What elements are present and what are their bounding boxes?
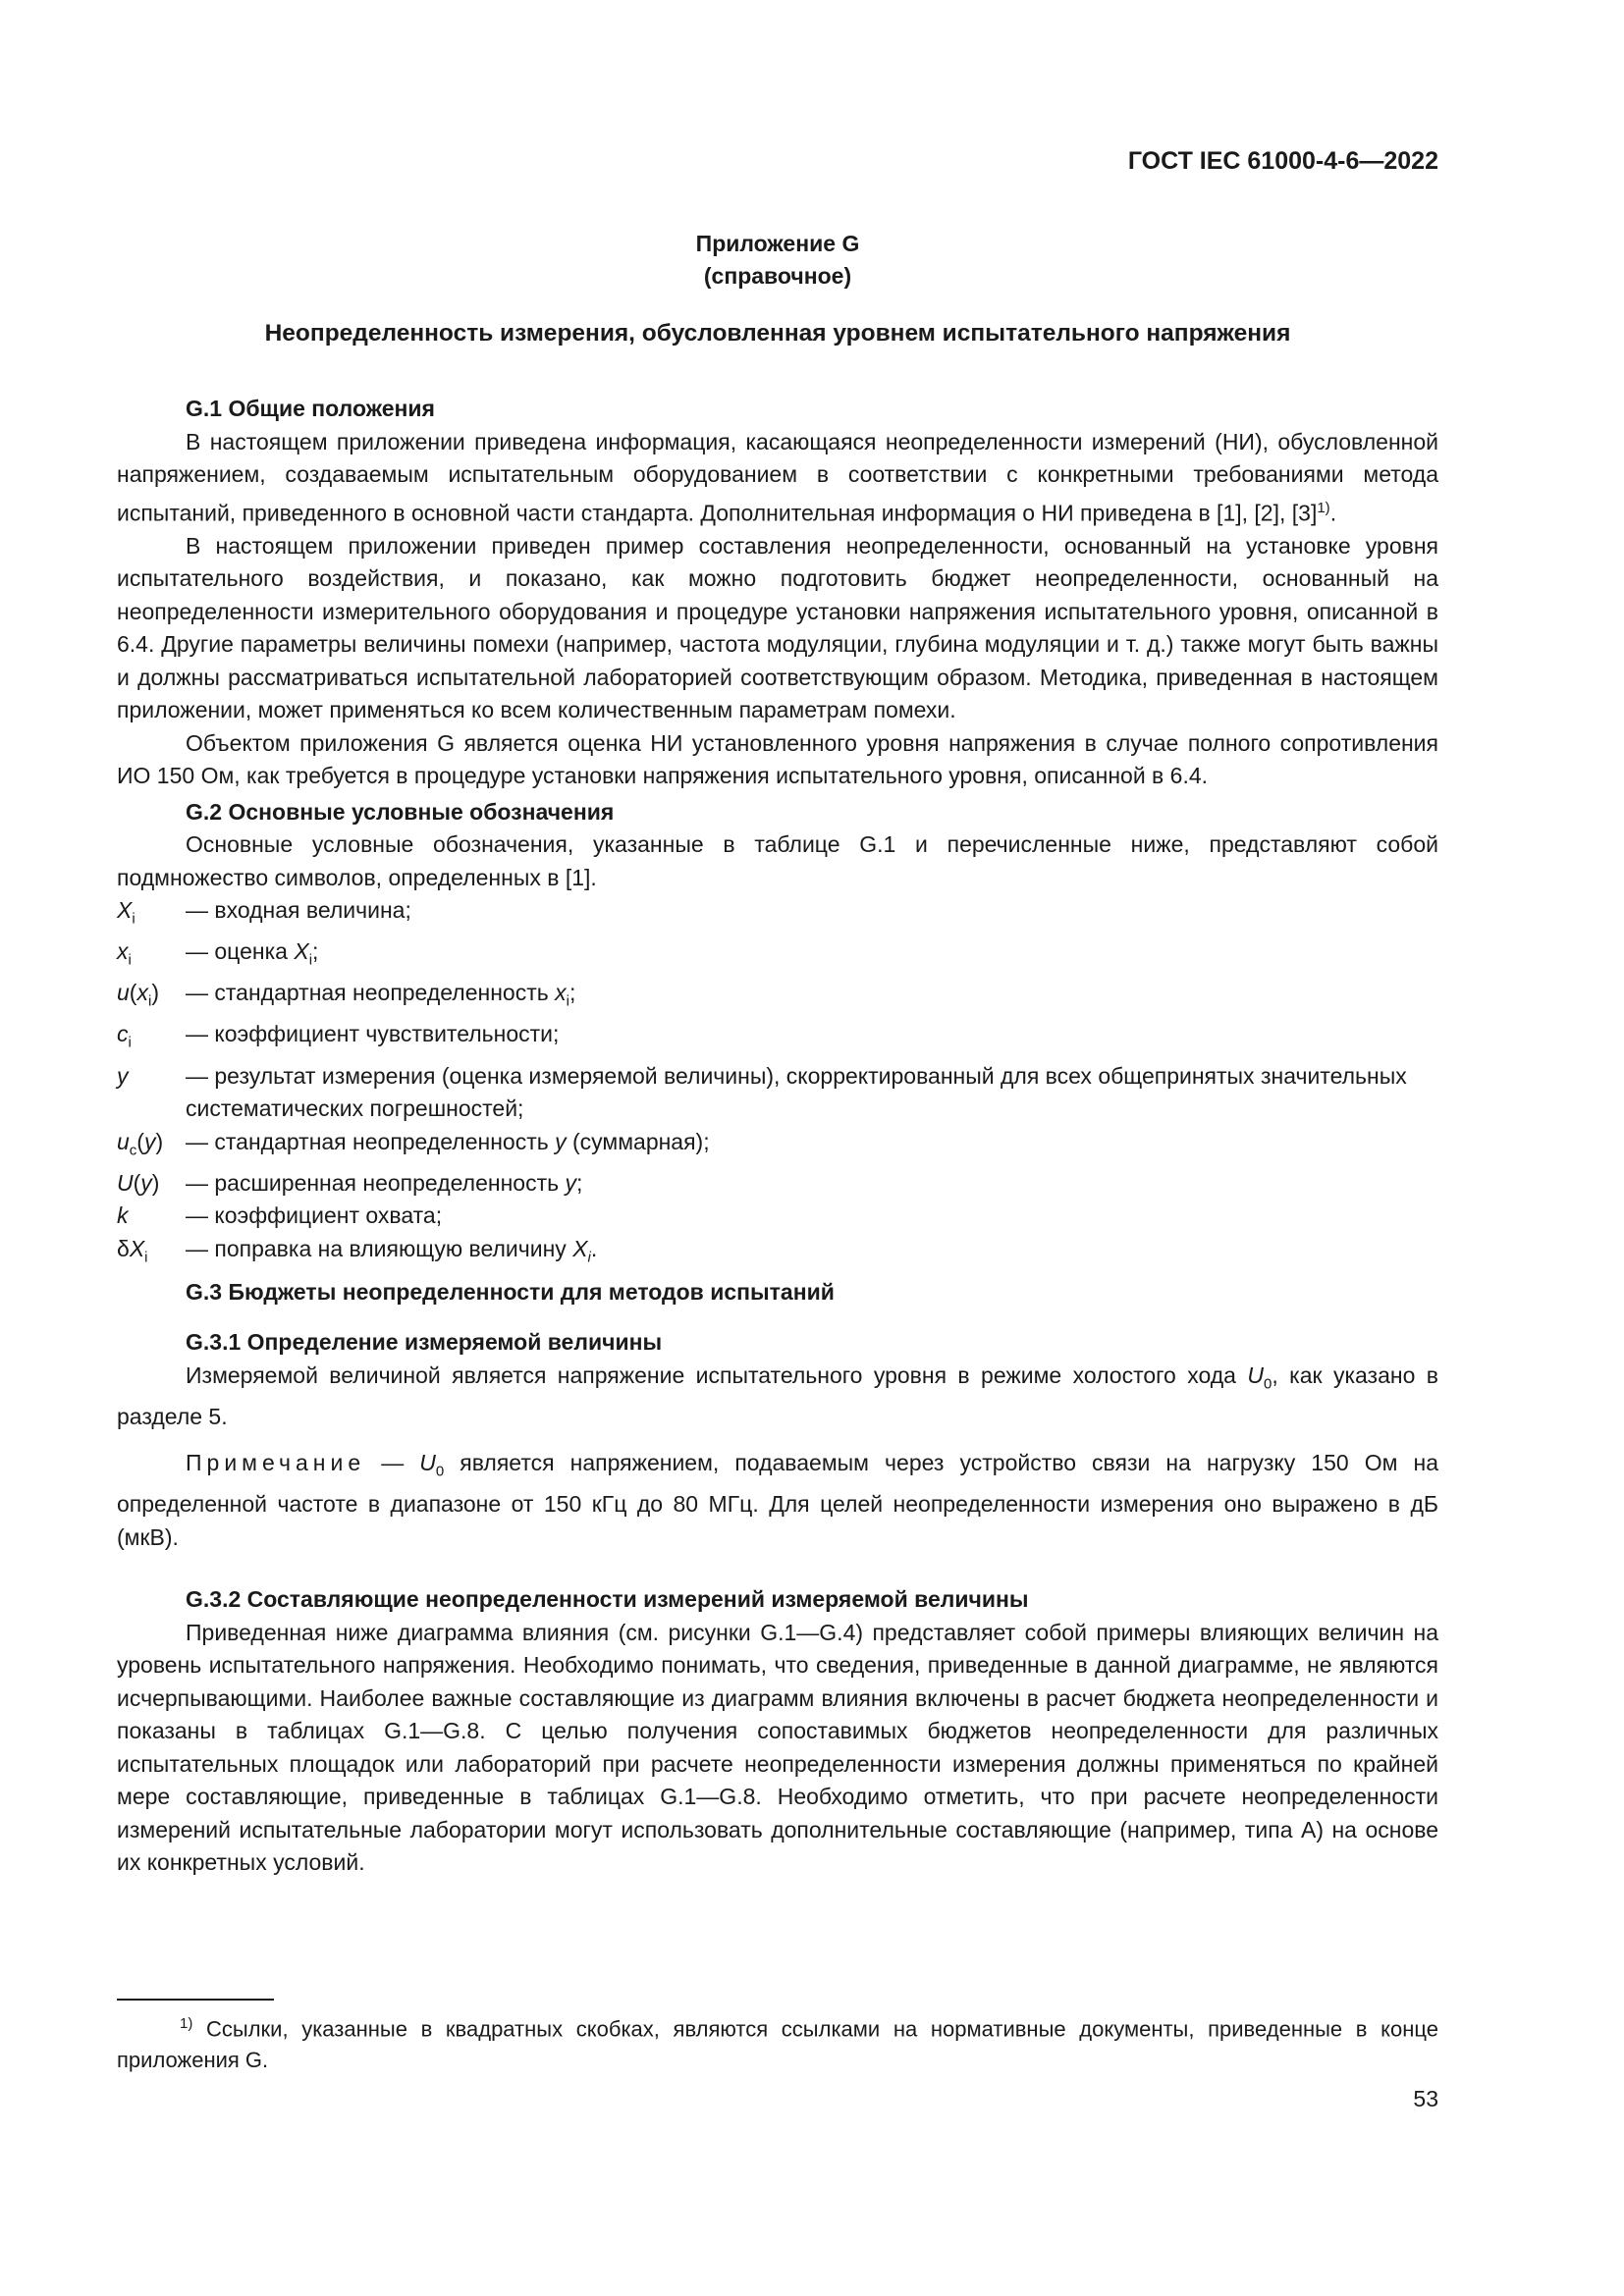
- text: .: [1329, 500, 1337, 526]
- paragraph-g3-1: Измеряемой величиной является напряжение испытательного уровня в режиме холостого хода $U_0$, как указано в разделе 5.: [117, 1362, 1438, 1429]
- symbol-item: [117, 1167, 1438, 1201]
- symbol-description: — входная величина;: [186, 897, 411, 924]
- symbol-description: — стандартная неопределенность $x_i$;: [186, 980, 576, 1010]
- symbol-item: [117, 1018, 1438, 1059]
- symbol: $X_i$: [117, 897, 135, 928]
- footnote: [117, 2008, 1438, 2076]
- symbol: $c_i$: [117, 1021, 132, 1052]
- text: В настоящем приложении приведена информация, касающаяся неопределенности измерений (НИ), обусловленной напряжением, создаваемым испытательным оборудованием в соответствии с конкретными требованиями метода испытаний, приведенного в основной части стандарта. Дополнительная информация о НИ приведена в [1], [2], [3]: [117, 428, 1438, 526]
- annex-header: [117, 228, 1438, 293]
- symbol-description: — коэффициент чувствительности;: [186, 1021, 560, 1047]
- footnote-ref: 1): [1317, 499, 1330, 516]
- document-body: [117, 393, 1438, 1880]
- symbol-item: [117, 977, 1438, 1018]
- paragraph-g1-2: В настоящем приложении приведен пример составления неопределенности, основанный на установке уровня испытательного воздействия, и показано, как можно подготовить бюджет неопределенности, основанный на неопределенности измерительного оборудования и процедуре установки напряжения испытательного уровня, описанной в 6.4. Другие параметры величины помехи (например, частота модуляции, глубина модуляции и т. д.) также могут быть важны и должны рассматриваться испытательной лабораторией соответствующим образом. Методика, приведенная в настоящем приложении, может применяться ко всем количественным параметрам помехи.: [117, 532, 1438, 723]
- symbol: $x_i$: [117, 938, 132, 969]
- symbol: $u_c(y)$: [117, 1128, 164, 1159]
- symbol-description: — результат измерения (оценка измеряемой величины), скорректированный для всех общепринятых значительных систематических погрешностей;: [186, 1062, 1407, 1122]
- annex-label: Приложение G: [695, 231, 860, 256]
- paragraph-g2-intro: Основные условные обозначения, указанные в таблице G.1 и перечисленные ниже, представляют собой подмножество символов, определенных в [1].: [117, 831, 1438, 890]
- section-heading-g3-1: G.3.1 Определение измеряемой величины: [186, 1329, 663, 1356]
- symbol-item: [117, 1233, 1438, 1274]
- document-code: ГОСТ IEC 61000-4-6—2022: [1127, 147, 1438, 175]
- symbol-item: [117, 1060, 1438, 1126]
- footnote-divider: [117, 1999, 274, 2001]
- section-heading-g3-2: G.3.2 Составляющие неопределенности измерений измеряемой величины: [186, 1586, 1029, 1613]
- symbol-item: [117, 894, 1438, 935]
- symbol-list: [117, 894, 1438, 1274]
- symbol-item: [117, 1200, 1438, 1233]
- annex-title: Неопределенность измерения, обусловленная уровнем испытательного напряжения: [264, 320, 1291, 347]
- symbol-item: [117, 935, 1438, 977]
- symbol: k: [117, 1202, 129, 1229]
- footnote-text: Ссылки, указанные в квадратных скобках, являются ссылками на нормативные документы, приведенные в конце приложения G.: [117, 2016, 1438, 2073]
- section-heading-g1: G.1 Общие положения: [186, 396, 435, 421]
- paragraph-g1-1: [117, 426, 1438, 530]
- symbol: y: [117, 1062, 129, 1089]
- annex-status: (справочное): [703, 263, 852, 289]
- symbol-description: — коэффициент охвата;: [186, 1202, 443, 1229]
- document-page: [117, 0, 1438, 2296]
- paragraph-g1-3: Объектом приложения G является оценка НИ установленного уровня напряжения в случае полного сопротивления ИО 150 Ом, как требуется в процедуре установки напряжения испытательного уровня, описанной в 6.4.: [117, 729, 1438, 789]
- symbol: U(y): [117, 1169, 160, 1196]
- symbol-description: — оценка $X_i$;: [186, 938, 319, 969]
- section-heading-g3: G.3 Бюджеты неопределенности для методов испытаний: [186, 1278, 835, 1305]
- section-heading-g2: G.2 Основные условные обозначения: [186, 798, 615, 825]
- note: Примечание — $U_0$ является напряжением, подаваемым через устройство связи на нагрузку 150 Ом на определенной частоте в диапазоне от 150 кГц до 80 МГц. Для целей неопределенности измерения оно выражено в дБ (мкВ).: [117, 1450, 1438, 1550]
- page-number: 53: [1413, 2086, 1438, 2111]
- footnote-mark: 1): [180, 2015, 193, 2032]
- symbol-description: — поправка на влияющую величину $X_i$.: [186, 1235, 598, 1266]
- note-label: Примечание: [186, 1450, 366, 1476]
- symbol: $\delta X_i$: [117, 1235, 148, 1266]
- symbol-item: [117, 1126, 1438, 1167]
- symbol: $u(x_i)$: [117, 980, 159, 1010]
- paragraph-g3-2: Приведенная ниже диаграмма влияния (см. рисунки G.1—G.4) представляет собой примеры влияющих величин на уровень испытательного напряжения. Необходимо понимать, что сведения, приведенные в данной диаграмме, не являются исчерпывающими. Наиболее важные составляющие из диаграмм влияния включены в расчет бюджета неопределенности и показаны в таблицах G.1—G.8. С целью получения сопоставимых бюджетов неопределенности для различных испытательных площадок или лабораторий при расчете неопределенности измерения должны применяться по крайней мере составляющие, приведенные в таблицах G.1—G.8. Необходимо отметить, что при расчете неопределенности измерений испытательные лаборатории могут использовать дополнительные составляющие (например, типа А) на основе их конкретных условий.: [117, 1619, 1438, 1876]
- symbol-description: — стандартная неопределенность y (суммарная);: [186, 1128, 710, 1154]
- symbol-description: — расширенная неопределенность y;: [186, 1169, 583, 1196]
